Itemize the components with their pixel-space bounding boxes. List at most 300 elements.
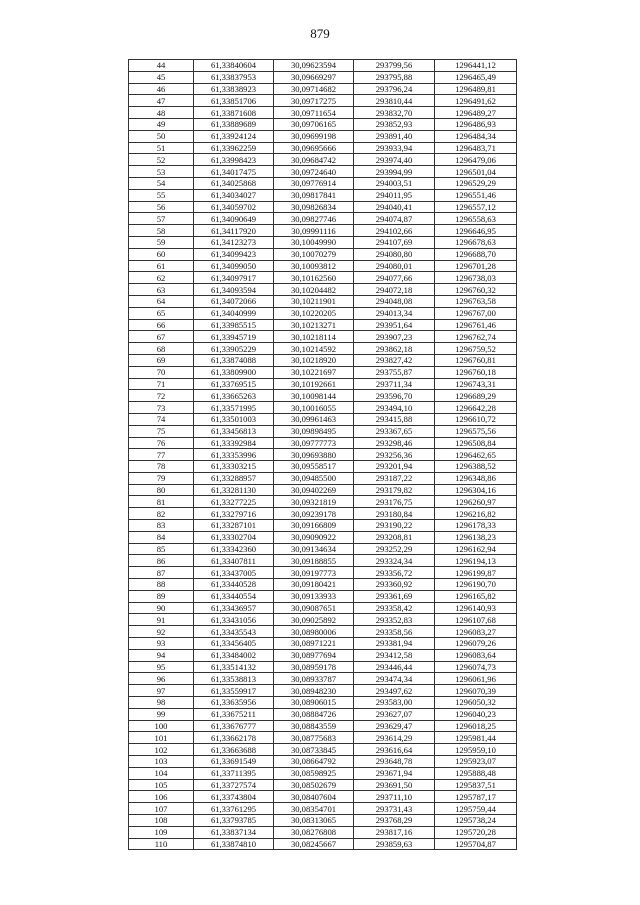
y-coordinate-cell: 1296190,70 [435,579,517,591]
x-coordinate-cell: 293859,63 [354,838,435,850]
x-coordinate-cell: 293629,47 [354,720,435,732]
y-coordinate-cell: 1295837,51 [435,779,517,791]
table-row [129,815,517,827]
latitude-cell: 61,33440554 [194,590,274,602]
longitude-cell: 30,08980006 [274,626,354,638]
y-coordinate-cell: 1296070,39 [435,685,517,697]
x-coordinate-cell: 293190,22 [354,520,435,532]
y-coordinate-cell: 1296061,96 [435,673,517,685]
latitude-cell: 61,34117920 [194,225,274,237]
latitude-cell: 61,33407811 [194,555,274,567]
point-number-cell: 62 [129,272,194,284]
table-row [129,649,517,661]
longitude-cell: 30,08354701 [274,803,354,815]
coordinate-table-body [129,60,517,850]
point-number-cell: 87 [129,567,194,579]
x-coordinate-cell: 293974,40 [354,154,435,166]
longitude-cell: 30,09197773 [274,567,354,579]
x-coordinate-cell: 293494,10 [354,402,435,414]
longitude-cell: 30,09991116 [274,225,354,237]
x-coordinate-cell: 293324,34 [354,555,435,567]
point-number-cell: 83 [129,520,194,532]
x-coordinate-cell: 293415,88 [354,413,435,425]
x-coordinate-cell: 293796,24 [354,83,435,95]
y-coordinate-cell: 1296610,72 [435,413,517,425]
page-number: 879 [310,26,330,41]
table-row [129,508,517,520]
point-number-cell: 93 [129,638,194,650]
y-coordinate-cell: 1296348,86 [435,472,517,484]
longitude-cell: 30,09188855 [274,555,354,567]
x-coordinate-cell: 294003,51 [354,177,435,189]
point-number-cell: 95 [129,661,194,673]
table-row [129,354,517,366]
latitude-cell: 61,33437005 [194,567,274,579]
longitude-cell: 30,10218114 [274,331,354,343]
point-number-cell: 81 [129,496,194,508]
x-coordinate-cell: 294011,95 [354,189,435,201]
point-number-cell: 98 [129,697,194,709]
latitude-cell: 61,33743804 [194,791,274,803]
latitude-cell: 61,34059702 [194,201,274,213]
latitude-cell: 61,33440528 [194,579,274,591]
point-number-cell: 89 [129,590,194,602]
latitude-cell: 61,33436957 [194,602,274,614]
latitude-cell: 61,33711395 [194,767,274,779]
x-coordinate-cell: 293179,82 [354,484,435,496]
y-coordinate-cell: 1295759,44 [435,803,517,815]
table-row [129,496,517,508]
longitude-cell: 30,09684742 [274,154,354,166]
table-row [129,413,517,425]
y-coordinate-cell: 1296074,73 [435,661,517,673]
table-row [129,83,517,95]
x-coordinate-cell: 293252,29 [354,543,435,555]
table-row [129,555,517,567]
longitude-cell: 30,08502679 [274,779,354,791]
latitude-cell: 61,33281130 [194,484,274,496]
y-coordinate-cell: 1296140,93 [435,602,517,614]
y-coordinate-cell: 1296484,34 [435,130,517,142]
x-coordinate-cell: 293711,10 [354,791,435,803]
longitude-cell: 30,10204482 [274,284,354,296]
y-coordinate-cell: 1296107,68 [435,614,517,626]
latitude-cell: 61,33889689 [194,118,274,130]
longitude-cell: 30,08276808 [274,826,354,838]
y-coordinate-cell: 1296767,00 [435,307,517,319]
latitude-cell: 61,33484002 [194,649,274,661]
latitude-cell: 61,33676777 [194,720,274,732]
latitude-cell: 61,33962259 [194,142,274,154]
longitude-cell: 30,10192661 [274,378,354,390]
point-number-cell: 80 [129,484,194,496]
y-coordinate-cell: 1296738,03 [435,272,517,284]
longitude-cell: 30,08971221 [274,638,354,650]
point-number-cell: 58 [129,225,194,237]
latitude-cell: 61,33287101 [194,520,274,532]
x-coordinate-cell: 293497,62 [354,685,435,697]
latitude-cell: 61,33277225 [194,496,274,508]
y-coordinate-cell: 1296178,33 [435,520,517,532]
table-row [129,60,517,72]
x-coordinate-cell: 294040,41 [354,201,435,213]
table-row [129,390,517,402]
point-number-cell: 103 [129,756,194,768]
point-number-cell: 69 [129,354,194,366]
x-coordinate-cell: 294102,66 [354,225,435,237]
point-number-cell: 77 [129,449,194,461]
longitude-cell: 30,09826834 [274,201,354,213]
table-row [129,449,517,461]
y-coordinate-cell: 1296138,23 [435,531,517,543]
latitude-cell: 61,33905229 [194,343,274,355]
x-coordinate-cell: 293614,29 [354,732,435,744]
y-coordinate-cell: 1296678,63 [435,236,517,248]
y-coordinate-cell: 1295787,17 [435,791,517,803]
x-coordinate-cell: 293795,88 [354,71,435,83]
latitude-cell: 61,33302704 [194,531,274,543]
x-coordinate-cell: 294077,66 [354,272,435,284]
longitude-cell: 30,08906015 [274,697,354,709]
latitude-cell: 61,34123273 [194,236,274,248]
longitude-cell: 30,08313065 [274,815,354,827]
longitude-cell: 30,10162560 [274,272,354,284]
latitude-cell: 61,33501003 [194,413,274,425]
y-coordinate-cell: 1296762,74 [435,331,517,343]
latitude-cell: 61,33837953 [194,71,274,83]
table-row [129,543,517,555]
x-coordinate-cell: 294080,80 [354,248,435,260]
latitude-cell: 61,33838923 [194,83,274,95]
longitude-cell: 30,09025892 [274,614,354,626]
longitude-cell: 30,10213271 [274,319,354,331]
point-number-cell: 90 [129,602,194,614]
longitude-cell: 30,09087651 [274,602,354,614]
latitude-cell: 61,33675211 [194,708,274,720]
coordinate-table [128,59,517,850]
point-number-cell: 96 [129,673,194,685]
point-number-cell: 97 [129,685,194,697]
x-coordinate-cell: 293208,81 [354,531,435,543]
table-row [129,71,517,83]
table-row [129,425,517,437]
longitude-cell: 30,08933787 [274,673,354,685]
x-coordinate-cell: 293356,72 [354,567,435,579]
latitude-cell: 61,33662178 [194,732,274,744]
table-row [129,461,517,473]
point-number-cell: 79 [129,472,194,484]
longitude-cell: 30,09558517 [274,461,354,473]
point-number-cell: 45 [129,71,194,83]
x-coordinate-cell: 293358,56 [354,626,435,638]
y-coordinate-cell: 1296489,27 [435,107,517,119]
point-number-cell: 94 [129,649,194,661]
y-coordinate-cell: 1296165,82 [435,590,517,602]
point-number-cell: 73 [129,402,194,414]
longitude-cell: 30,08598925 [274,767,354,779]
y-coordinate-cell: 1296501,04 [435,166,517,178]
table-row [129,331,517,343]
x-coordinate-cell: 294074,87 [354,213,435,225]
point-number-cell: 110 [129,838,194,850]
latitude-cell: 61,33874810 [194,838,274,850]
latitude-cell: 61,33538813 [194,673,274,685]
latitude-cell: 61,33456813 [194,425,274,437]
point-number-cell: 74 [129,413,194,425]
table-row [129,248,517,260]
x-coordinate-cell: 293180,84 [354,508,435,520]
table-row [129,673,517,685]
point-number-cell: 85 [129,543,194,555]
point-number-cell: 102 [129,744,194,756]
longitude-cell: 30,09693880 [274,449,354,461]
latitude-cell: 61,33769515 [194,378,274,390]
y-coordinate-cell: 1296083,27 [435,626,517,638]
longitude-cell: 30,09321819 [274,496,354,508]
latitude-cell: 61,33571995 [194,402,274,414]
longitude-cell: 30,10221697 [274,366,354,378]
longitude-cell: 30,09134634 [274,543,354,555]
longitude-cell: 30,10016055 [274,402,354,414]
latitude-cell: 61,33761295 [194,803,274,815]
table-row [129,531,517,543]
x-coordinate-cell: 293951,64 [354,319,435,331]
latitude-cell: 61,34034027 [194,189,274,201]
latitude-cell: 61,33871608 [194,107,274,119]
y-coordinate-cell: 1296260,97 [435,496,517,508]
latitude-cell: 61,33279716 [194,508,274,520]
point-number-cell: 88 [129,579,194,591]
longitude-cell: 30,09180421 [274,579,354,591]
point-number-cell: 65 [129,307,194,319]
x-coordinate-cell: 293817,16 [354,826,435,838]
table-row [129,107,517,119]
latitude-cell: 61,33840604 [194,60,274,72]
x-coordinate-cell: 293360,92 [354,579,435,591]
x-coordinate-cell: 293832,70 [354,107,435,119]
table-row [129,626,517,638]
point-number-cell: 82 [129,508,194,520]
latitude-cell: 61,34099423 [194,248,274,260]
point-number-cell: 78 [129,461,194,473]
y-coordinate-cell: 1296489,81 [435,83,517,95]
longitude-cell: 30,10214592 [274,343,354,355]
point-number-cell: 91 [129,614,194,626]
x-coordinate-cell: 293381,94 [354,638,435,650]
x-coordinate-cell: 294072,18 [354,284,435,296]
y-coordinate-cell: 1295981,44 [435,732,517,744]
x-coordinate-cell: 293627,07 [354,708,435,720]
y-coordinate-cell: 1296199,87 [435,567,517,579]
point-number-cell: 49 [129,118,194,130]
y-coordinate-cell: 1296646,95 [435,225,517,237]
point-number-cell: 84 [129,531,194,543]
point-number-cell: 72 [129,390,194,402]
latitude-cell: 61,33342360 [194,543,274,555]
point-number-cell: 108 [129,815,194,827]
point-number-cell: 63 [129,284,194,296]
x-coordinate-cell: 294048,08 [354,295,435,307]
point-number-cell: 51 [129,142,194,154]
x-coordinate-cell: 293852,93 [354,118,435,130]
x-coordinate-cell: 293994,99 [354,166,435,178]
table-row [129,378,517,390]
y-coordinate-cell: 1295720,28 [435,826,517,838]
x-coordinate-cell: 293907,23 [354,331,435,343]
point-number-cell: 71 [129,378,194,390]
y-coordinate-cell: 1296688,70 [435,248,517,260]
point-number-cell: 44 [129,60,194,72]
x-coordinate-cell: 293891,40 [354,130,435,142]
point-number-cell: 54 [129,177,194,189]
latitude-cell: 61,34017475 [194,166,274,178]
latitude-cell: 61,33635956 [194,697,274,709]
y-coordinate-cell: 1295704,87 [435,838,517,850]
x-coordinate-cell: 293474,34 [354,673,435,685]
longitude-cell: 30,08664792 [274,756,354,768]
table-row [129,284,517,296]
table-row [129,272,517,284]
y-coordinate-cell: 1296194,13 [435,555,517,567]
latitude-cell: 61,33851706 [194,95,274,107]
x-coordinate-cell: 293768,29 [354,815,435,827]
y-coordinate-cell: 1296689,29 [435,390,517,402]
table-row [129,307,517,319]
table-row [129,638,517,650]
y-coordinate-cell: 1295959,10 [435,744,517,756]
x-coordinate-cell: 293358,42 [354,602,435,614]
longitude-cell: 30,09239178 [274,508,354,520]
longitude-cell: 30,08959178 [274,661,354,673]
table-row [129,803,517,815]
longitude-cell: 30,08775683 [274,732,354,744]
latitude-cell: 61,33985515 [194,319,274,331]
y-coordinate-cell: 1296479,06 [435,154,517,166]
table-row [129,213,517,225]
longitude-cell: 30,08407604 [274,791,354,803]
point-number-cell: 67 [129,331,194,343]
x-coordinate-cell: 293933,94 [354,142,435,154]
point-number-cell: 50 [129,130,194,142]
latitude-cell: 61,33663688 [194,744,274,756]
longitude-cell: 30,09402269 [274,484,354,496]
x-coordinate-cell: 293691,50 [354,779,435,791]
longitude-cell: 30,08733845 [274,744,354,756]
table-row [129,661,517,673]
longitude-cell: 30,09724640 [274,166,354,178]
y-coordinate-cell: 1295738,24 [435,815,517,827]
table-row [129,791,517,803]
y-coordinate-cell: 1296701,28 [435,260,517,272]
point-number-cell: 57 [129,213,194,225]
x-coordinate-cell: 293367,65 [354,425,435,437]
point-number-cell: 61 [129,260,194,272]
longitude-cell: 30,09706165 [274,118,354,130]
table-row [129,260,517,272]
table-row [129,779,517,791]
x-coordinate-cell: 293187,22 [354,472,435,484]
x-coordinate-cell: 293256,36 [354,449,435,461]
table-row [129,614,517,626]
x-coordinate-cell: 293583,00 [354,697,435,709]
y-coordinate-cell: 1296462,65 [435,449,517,461]
x-coordinate-cell: 293176,75 [354,496,435,508]
x-coordinate-cell: 293648,78 [354,756,435,768]
longitude-cell: 30,08884726 [274,708,354,720]
latitude-cell: 61,33793785 [194,815,274,827]
table-row [129,343,517,355]
longitude-cell: 30,09717275 [274,95,354,107]
latitude-cell: 61,33456405 [194,638,274,650]
table-row [129,225,517,237]
point-number-cell: 99 [129,708,194,720]
table-row [129,697,517,709]
longitude-cell: 30,09898495 [274,425,354,437]
y-coordinate-cell: 1296760,81 [435,354,517,366]
longitude-cell: 30,10049990 [274,236,354,248]
latitude-cell: 61,34090649 [194,213,274,225]
longitude-cell: 30,09669297 [274,71,354,83]
table-row [129,95,517,107]
x-coordinate-cell: 293862,18 [354,343,435,355]
longitude-cell: 30,10220205 [274,307,354,319]
table-row [129,744,517,756]
point-number-cell: 53 [129,166,194,178]
x-coordinate-cell: 293596,70 [354,390,435,402]
y-coordinate-cell: 1296441,12 [435,60,517,72]
table-row [129,189,517,201]
table-row [129,484,517,496]
latitude-cell: 61,33691549 [194,756,274,768]
x-coordinate-cell: 293412,58 [354,649,435,661]
latitude-cell: 61,33837134 [194,826,274,838]
table-row [129,567,517,579]
table-row [129,826,517,838]
longitude-cell: 30,09166809 [274,520,354,532]
x-coordinate-cell: 294107,69 [354,236,435,248]
y-coordinate-cell: 1296760,18 [435,366,517,378]
x-coordinate-cell: 293352,83 [354,614,435,626]
longitude-cell: 30,09777773 [274,437,354,449]
longitude-cell: 30,08843559 [274,720,354,732]
table-row [129,319,517,331]
table-row [129,154,517,166]
y-coordinate-cell: 1296551,46 [435,189,517,201]
y-coordinate-cell: 1296304,16 [435,484,517,496]
longitude-cell: 30,09817841 [274,189,354,201]
latitude-cell: 61,34072066 [194,295,274,307]
latitude-cell: 61,33924124 [194,130,274,142]
longitude-cell: 30,09133933 [274,590,354,602]
y-coordinate-cell: 1296491,62 [435,95,517,107]
table-row [129,142,517,154]
x-coordinate-cell: 293361,69 [354,590,435,602]
y-coordinate-cell: 1296508,84 [435,437,517,449]
table-row [129,685,517,697]
table-row [129,720,517,732]
longitude-cell: 30,08977694 [274,649,354,661]
point-number-cell: 64 [129,295,194,307]
x-coordinate-cell: 293810,44 [354,95,435,107]
y-coordinate-cell: 1296557,12 [435,201,517,213]
x-coordinate-cell: 293298,46 [354,437,435,449]
y-coordinate-cell: 1296759,52 [435,343,517,355]
table-row [129,201,517,213]
y-coordinate-cell: 1296040,23 [435,708,517,720]
latitude-cell: 61,33288957 [194,472,274,484]
y-coordinate-cell: 1295923,07 [435,756,517,768]
point-number-cell: 70 [129,366,194,378]
